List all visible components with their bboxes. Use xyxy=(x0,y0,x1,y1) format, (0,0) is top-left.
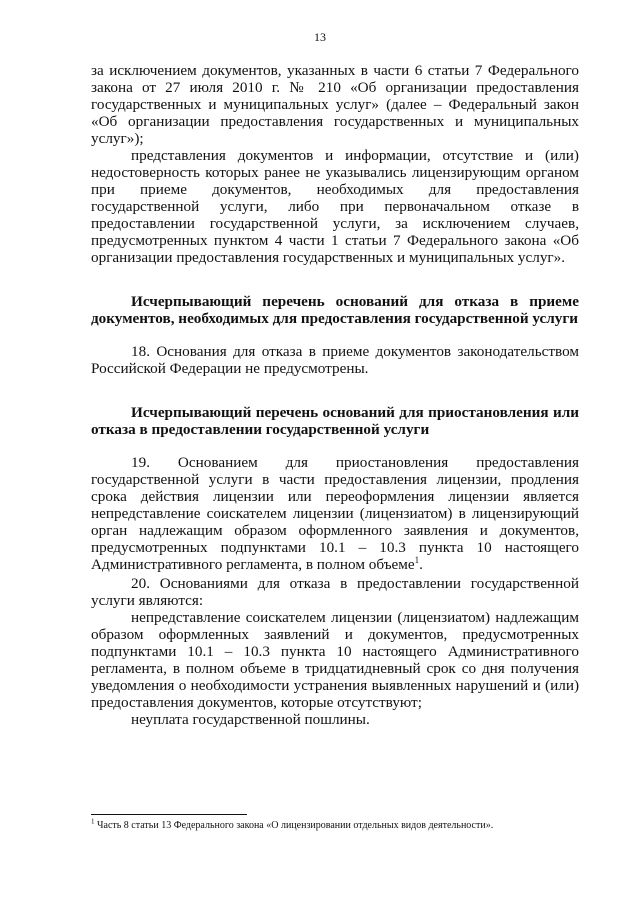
paragraph-19: 19. Основанием для приостановления предоставления государственной услуги в части предоставления лицензии, продления срока действия лицензии или переоформления лицензии является непредставление соискателем лицензии (лицензиатом) в лицензирующий орган надлежащим образом оформленного заявления и документов, предусмотренных подпунктами 10.1 – 10.3 пункта 10 настоящего Административного регламента, в полном объеме$^1$. xyxy=(91,454,579,573)
paragraph-20-item: непредставление соискателем лицензии (лицензиатом) надлежащим образом оформленных заявлений и документов, предусмотренных подпунктами 10.1 – 10.3 пункта 10 настоящего Административного регламента, в полном объеме в тридцатидневный срок со дня получения уведомления о необходимости устранения выявленных нарушений и (или) предоставления документов, которые отсутствуют; xyxy=(91,609,579,711)
section-heading-refusal-acceptance: Исчерпывающий перечень оснований для отказа в приеме документов, необходимых для предоставления государственной услуги xyxy=(91,293,579,327)
paragraph-20-item: неуплата государственной пошлины. xyxy=(131,711,370,728)
footnote-mark: 1 xyxy=(91,817,95,826)
section-heading-suspension-refusal: Исчерпывающий перечень оснований для приостановления или отказа в предоставлении государственной услуги xyxy=(91,404,579,438)
footnote-reference[interactable]: 1 xyxy=(414,554,420,565)
paragraph-18: 18. Основания для отказа в приеме документов законодательством Российской Федерации не предусмотрены. xyxy=(91,343,579,377)
footnote-text: Часть 8 статьи 13 Федерального закона «О лицензировании отдельных видов деятельности». xyxy=(97,820,494,831)
paragraph-documents-info: представления документов и информации, отсутствие и (или) недостоверность которых ранее не указывались лицензирующим органом при приеме документов, необходимых для предоставления государственной услуги, либо при первоначальном отказе в предоставлении государственной услуги, за исключением случаев, предусмотренных пунктом 4 части 1 статьи 7 Федерального закона «Об организации предоставления государственных и муниципальных услуг». xyxy=(91,147,579,266)
footnote xyxy=(91,817,579,832)
footnote-divider xyxy=(91,814,247,815)
paragraph-20: 20. Основаниями для отказа в предоставлении государственной услуги являются: xyxy=(91,575,579,609)
main-text xyxy=(91,62,579,728)
page-number: 13 xyxy=(314,30,326,44)
paragraph-continuation: за исключением документов, указанных в части 6 статьи 7 Федерального закона от 27 июля 2010 г. № 210 «Об организации предоставления государственных и муниципальных услуг» (далее – Федеральный закон «Об организации предоставления государственных и муниципальных услуг»); xyxy=(91,62,579,147)
paragraph-19-text: 19. Основанием для приостановления предоставления государственной услуги в части предоставления лицензии, продления срока действия лицензии или переоформления лицензии является непредставление соискателем лицензии (лицензиатом) в лицензирующий орган надлежащим образом оформленного заявления и документов, предусмотренных подпунктами 10.1 – 10.3 пункта 10 настоящего Административного регламента, в полном объеме xyxy=(91,454,579,573)
